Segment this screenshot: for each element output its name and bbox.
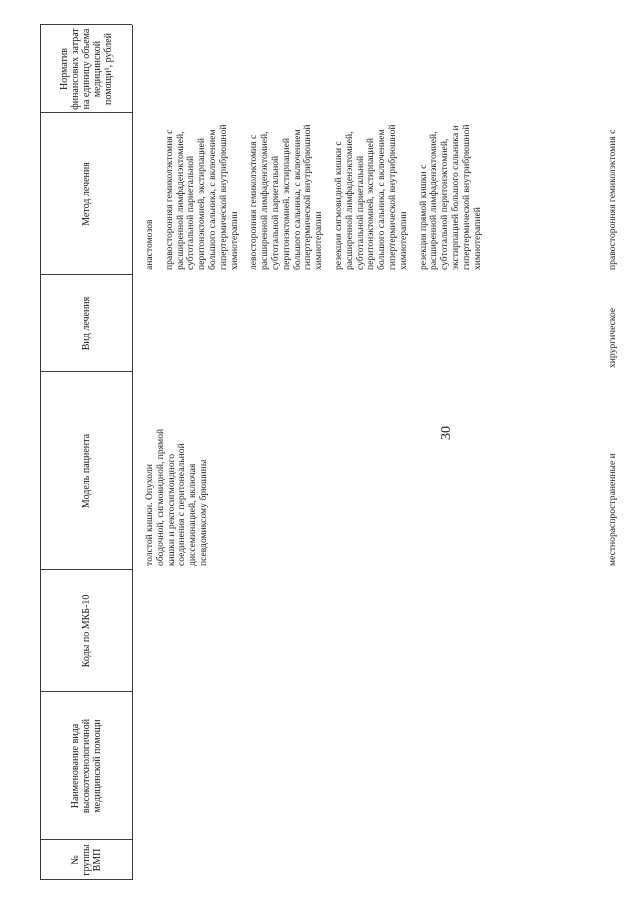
- col-border-2: [40, 691, 132, 692]
- table-top-border: [40, 25, 41, 880]
- method-item: резекция прямой кишки с расширенной лимфаденэктомией, субтотальной перитонэктомией, экстирпацией большого сальника и гипертермической внутрибрюшной химиотерапией: [417, 124, 483, 270]
- row2-method: правосторонняя гемиколэктомия с: [607, 129, 618, 270]
- row1-patient-model: толстой кишки. Опухоли ободочной, сигмовидной, прямой кишки и ректосигмоидного соединения с перитонеальной диссеминацией, включая псевдомиксому брюшины: [144, 428, 209, 566]
- header-group-number: № группы ВМП: [69, 844, 103, 876]
- col-border-3: [40, 569, 132, 570]
- header-bottom-border: [132, 25, 133, 880]
- row1-methods: [145, 120, 492, 270]
- col-border-0: [40, 879, 132, 880]
- col-border-1: [40, 839, 132, 840]
- col-border-5: [40, 274, 132, 275]
- header-patient-model: Модель пациента: [80, 433, 92, 509]
- rotated-table: [40, 25, 630, 880]
- row2-patient-model: местнораспространенные и: [607, 453, 618, 566]
- col-border-6: [40, 112, 132, 113]
- header-cost-norm: Норматив финансовых затрат на единицу объема медицинской помощи¹, рублей: [58, 28, 114, 110]
- header-icd-codes: Коды по МКБ-10: [80, 594, 92, 668]
- row2-treatment-type: хирургическое: [607, 307, 618, 368]
- header-treatment-method: Метод лечения: [80, 162, 92, 226]
- page-number: 30: [439, 426, 454, 440]
- method-item: левосторонняя гемиколэктомия с расширенной лимфаденэктомией, субтотальной париетальной перитонэктомией, экстирпацией большого сальника, с включением гипертермической внутрибрюшной химиотерапии: [248, 124, 325, 270]
- method-item: правосторонняя гемиколэктомия с расширенной лимфаденэктомией, субтотальной париетальной перитонэктомией, экстирпацией большого сальника, с включением гипертермической внутрибрюшной химиотерапии: [163, 124, 240, 270]
- method-item: анастомозов: [144, 219, 155, 270]
- header-vmp-type: Наименование вида высокотехнологичной медицинской помощи: [69, 718, 103, 814]
- method-item: резекция сигмовидной кишки с расширенной лимфаденэктомией, субтотальной париетальной перитонэктомией, экстирпацией большого сальника, с включением гипертермической внутрибрюшной химиотерапии: [332, 124, 409, 270]
- col-border-7: [40, 24, 132, 25]
- header-treatment-type: Вид лечения: [80, 296, 92, 351]
- col-border-4: [40, 371, 132, 372]
